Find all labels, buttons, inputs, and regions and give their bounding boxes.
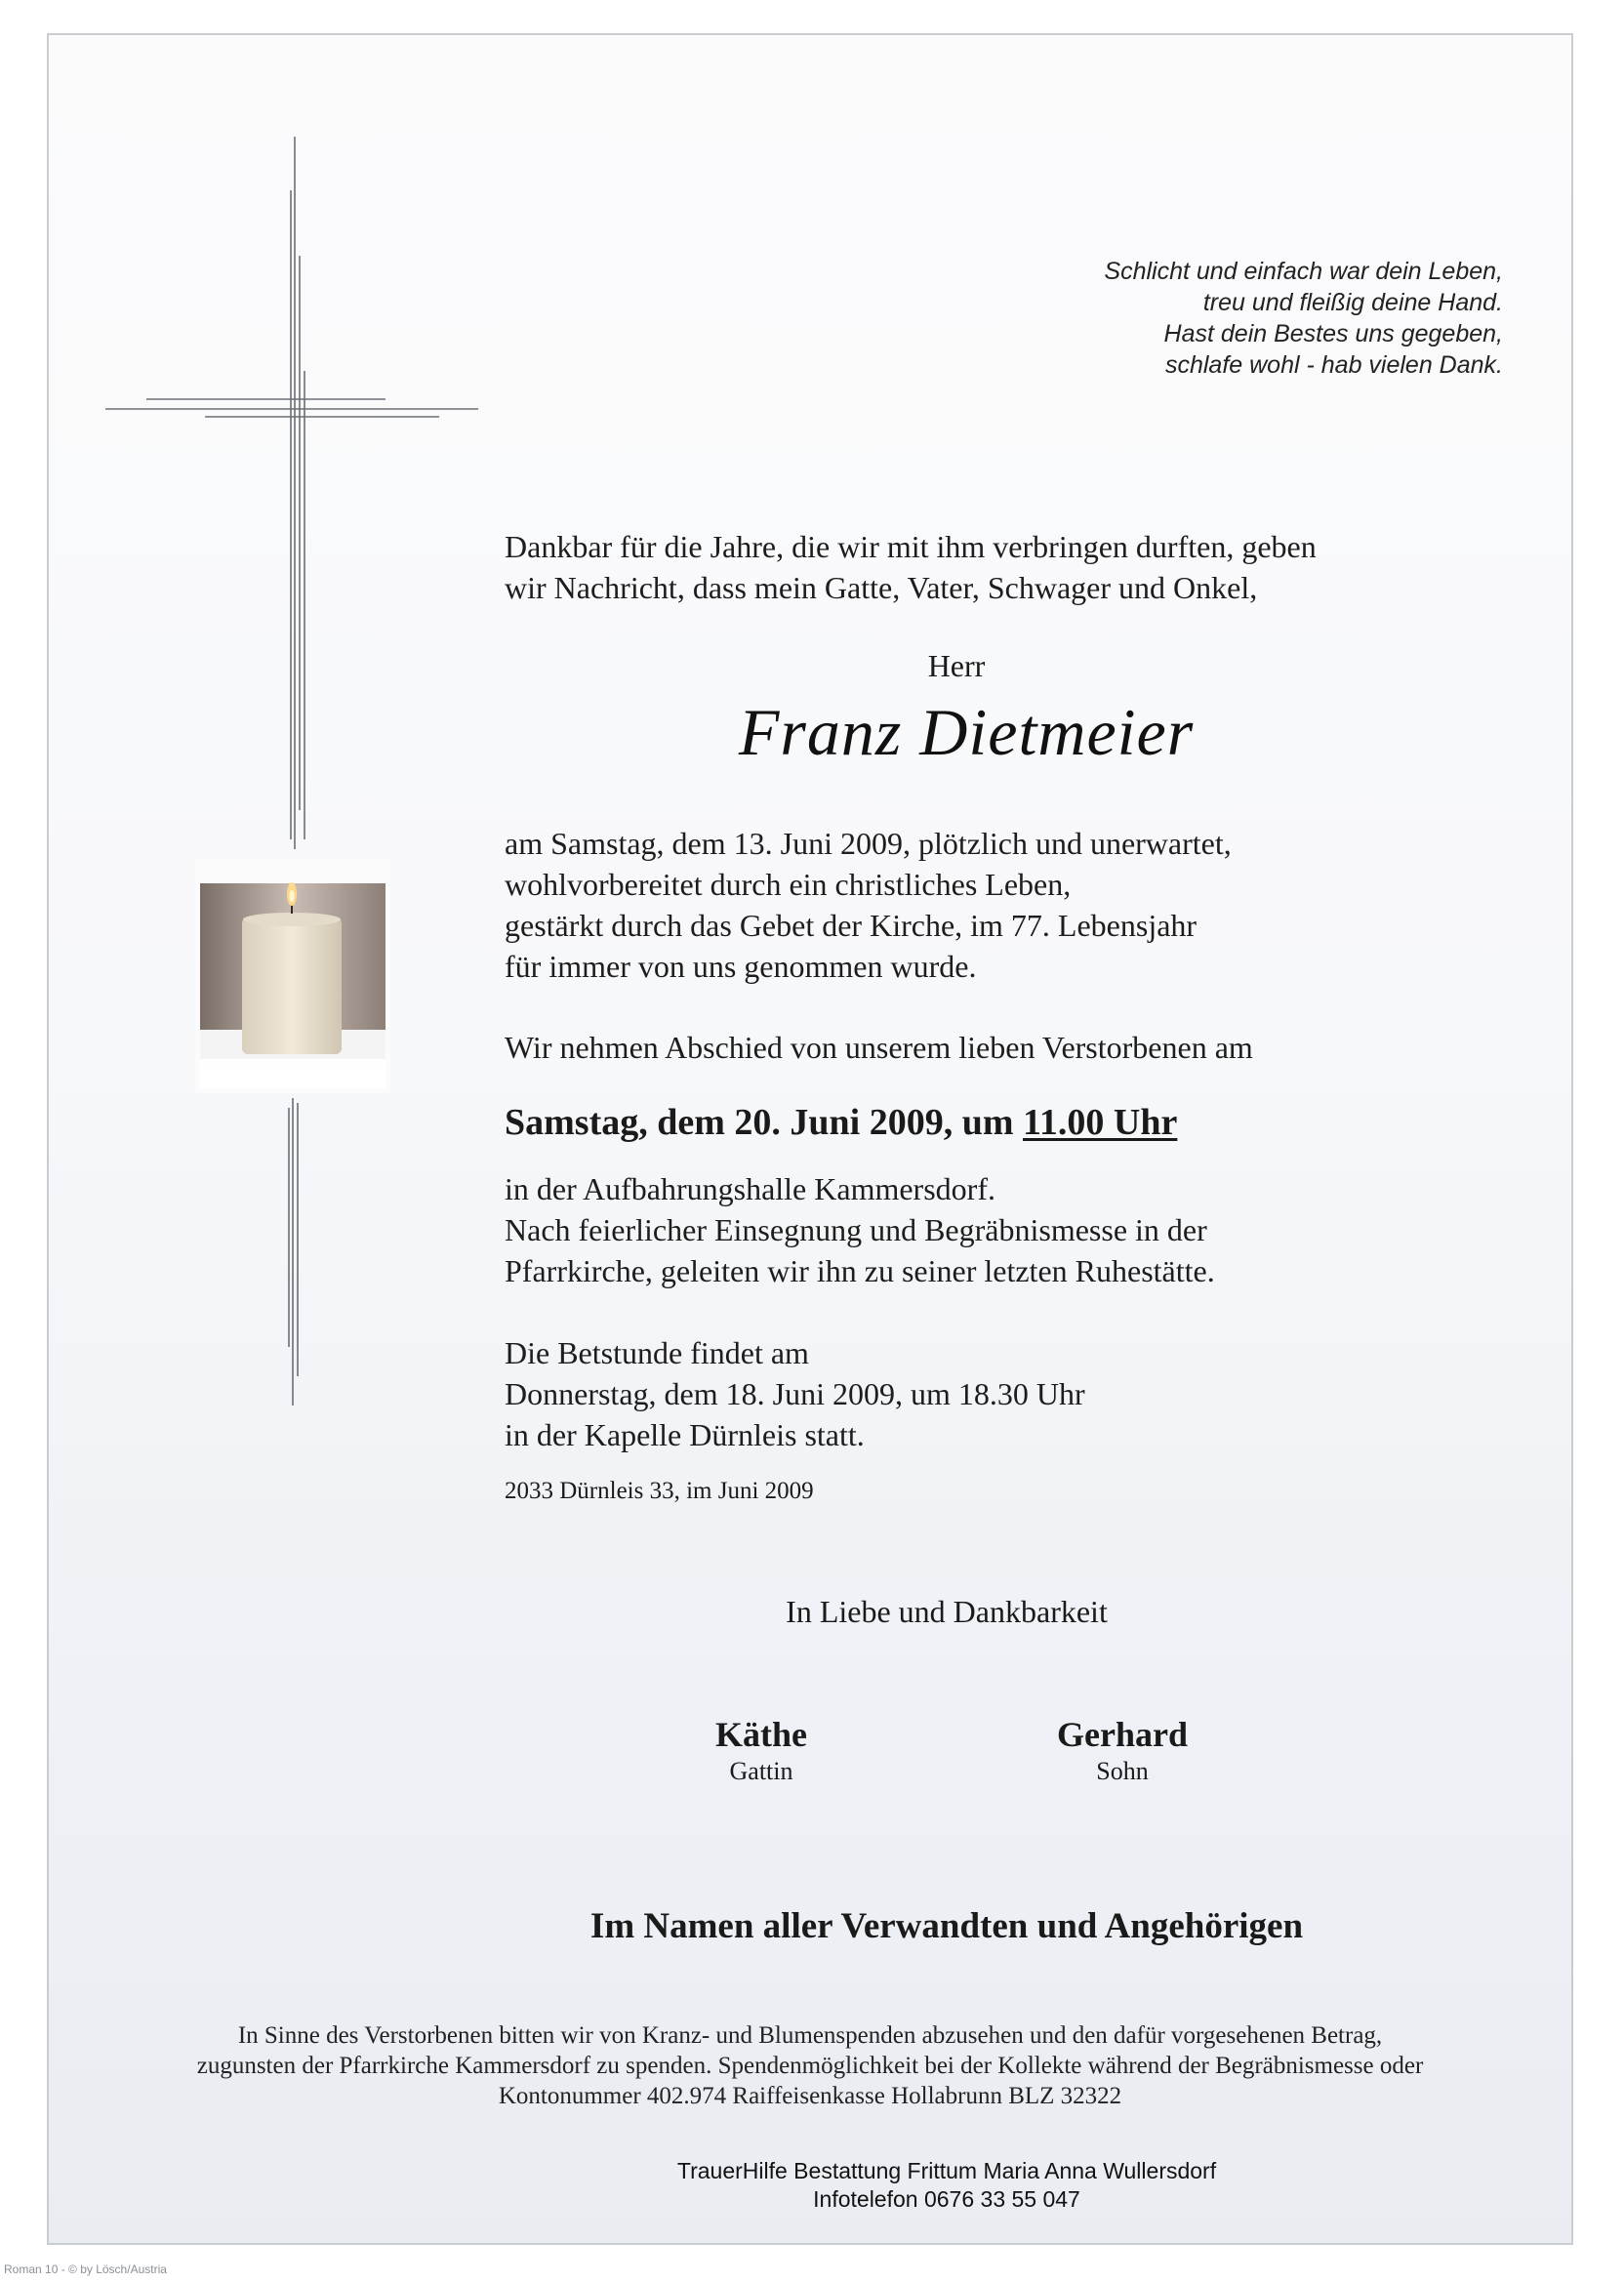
location-line: in der Aufbahrungshalle Kammersdorf. (505, 1171, 995, 1206)
location-line: Pfarrkirche, geleiten wir ihn zu seiner letzten Ruhestätte. (505, 1253, 1215, 1288)
donation-line: zugunsten der Pfarrkirche Kammersdorf zu spenden. Spendenmöglichkeit bei der Kollekte während der Begräbnismesse oder (196, 2053, 1424, 2079)
death-notice (505, 823, 1232, 987)
death-line: am Samstag, dem 13. Juni 2009, plötzlich und unerwartet, (505, 826, 1232, 861)
funeral-location (505, 1168, 1215, 1291)
funeral-date-text: Samstag, dem 20. Juni 2009, um (505, 1102, 1023, 1143)
cross-icon (0, 0, 508, 1445)
poem (976, 256, 1503, 381)
death-line: gestärkt durch das Gebet der Kirche, im 77. Lebensjahr (505, 908, 1198, 943)
prayer-hour (505, 1332, 1085, 1455)
print-mark: Roman 10 - © by Lösch/Austria (4, 2262, 167, 2276)
closing-text: In Liebe und Dankbarkeit (786, 1594, 1108, 1629)
prayer-line: in der Kapelle Dürnleis statt. (505, 1417, 865, 1452)
intro-text (505, 526, 1317, 608)
poem-line: schlafe wohl - hab vielen Dank. (1164, 351, 1503, 379)
mourner-role: Sohn (1096, 1757, 1149, 1785)
undertaker-line: Infotelefon 0676 33 55 047 (813, 2186, 1080, 2212)
prayer-line: Donnerstag, dem 18. Juni 2009, um 18.30 Uhr (505, 1376, 1085, 1411)
funeral-date (505, 1099, 1177, 1146)
all-relatives: Im Namen aller Verwandten und Angehörigen (589, 1906, 1304, 1946)
salutation: Herr (927, 648, 986, 683)
funeral-time: 11.00 Uhr (1023, 1102, 1178, 1143)
deceased-name: Franz Dietmeier (738, 695, 1195, 769)
undertaker-info (410, 2157, 1483, 2214)
mourner-role: Gattin (729, 1757, 793, 1785)
place-date: 2033 Dürnleis 33, im Juni 2009 (505, 1478, 814, 1504)
prayer-line: Die Betstunde findet am (505, 1335, 809, 1370)
undertaker-line: TrauerHilfe Bestattung Frittum Maria Anna Wullersdorf (676, 2158, 1217, 2183)
poem-line: Hast dein Bestes uns gegeben, (1163, 320, 1503, 347)
mourner-name: Käthe (715, 1715, 807, 1754)
donation-line: In Sinne des Verstorbenen bitten wir von Kranz- und Blumenspenden abzusehen und den dafür vorgesehenen Betrag, (237, 2022, 1383, 2049)
donation-line: Kontonummer 402.974 Raiffeisenkasse Hollabrunn BLZ 32322 (498, 2083, 1122, 2109)
location-line: Nach feierlicher Einsegnung und Begräbnismesse in der (505, 1212, 1207, 1247)
mourner (995, 1713, 1249, 1787)
poem-line: treu und fleißig deine Hand. (1202, 289, 1503, 316)
mourner-name: Gerhard (1057, 1715, 1188, 1754)
poem-line: Schlicht und einfach war dein Leben, (1104, 258, 1503, 285)
donation-note (117, 2020, 1503, 2111)
farewell-line: Wir nehmen Abschied von unserem lieben Verstorbenen am (505, 1030, 1253, 1065)
candle-photo (195, 859, 390, 1093)
death-line: für immer von uns genommen wurde. (505, 949, 977, 984)
farewell-intro (505, 1027, 1253, 1068)
mourner (634, 1713, 888, 1787)
intro-line: wir Nachricht, dass mein Gatte, Vater, Schwager und Onkel, (505, 570, 1258, 605)
death-line: wohlvorbereitet durch ein christliches Leben, (505, 867, 1072, 902)
intro-line: Dankbar für die Jahre, die wir mit ihm verbringen durften, geben (505, 529, 1317, 564)
